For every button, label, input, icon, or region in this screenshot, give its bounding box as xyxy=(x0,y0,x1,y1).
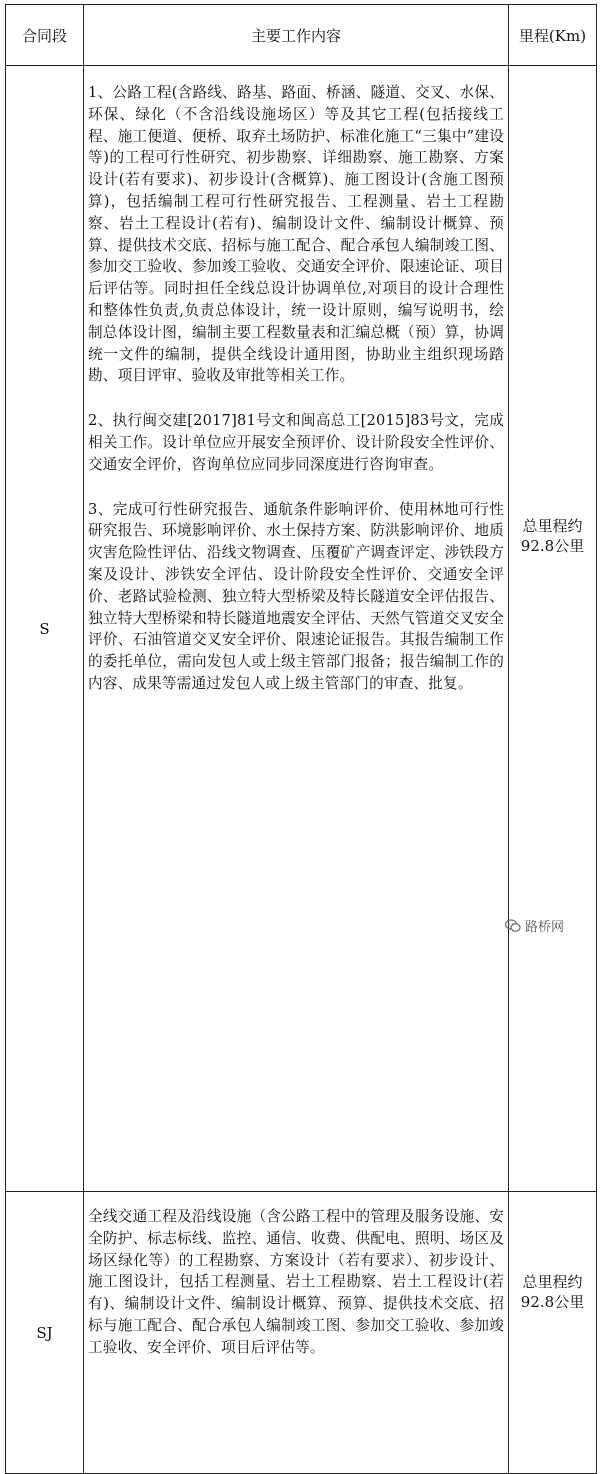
header-segment: 合同段 xyxy=(6,5,84,66)
mileage-cell xyxy=(509,66,597,1192)
wechat-icon xyxy=(505,919,521,933)
segment-cell: SJ xyxy=(6,1192,84,1474)
mileage-value: 92.8公里 xyxy=(520,1293,585,1311)
work-scope-table xyxy=(5,4,597,1474)
watermark xyxy=(505,916,564,935)
mileage-label: 总里程约 xyxy=(522,1273,583,1291)
table-row xyxy=(6,66,597,1192)
header-mileage: 里程(Km) xyxy=(509,5,597,66)
mileage-value: 92.8公里 xyxy=(520,537,585,555)
content-paragraph: 3、完成可行性研究报告、通航条件影响评价、使用林地可行性研究报告、环境影响评价、水土保持方案、防洪影响评价、地质灾害危险性评估、沿线文物调查、压覆矿产调查评定、涉铁段方案及设计、涉铁安全评估、设计阶段安全性评价、交通安全评价、老路试验检测、独立特大型桥梁及特长隧道安全评估报告、独立特大型桥梁和特长隧道地震安全评估、天然气管道交叉安全评价、石油管道交叉安全评价、限速论证报告。其报告编制工作的委托单位，需向发包人或上级主管部门报备；报告编制工作的内容、成果等需通过发包人或上级主管部门的审查、批复。 xyxy=(88,500,504,692)
header-row xyxy=(6,5,597,66)
content-cell xyxy=(84,1192,509,1474)
mileage-cell xyxy=(509,1192,597,1474)
header-content: 主要工作内容 xyxy=(84,5,509,66)
content-paragraph: 全线交通工程及沿线设施（含公路工程中的管理及服务设施、安全防护、标志标线、监控、通信、收费、供配电、照明、场区及场区绿化等）的工程勘察、方案设计（若有要求）、初步设计、施工图设计，包括工程测量、岩土工程勘察、岩土工程设计(若有)、编制设计文件、编制设计概算、预算、提供技术交底、招标与施工配合、配合承包人编制竣工图、参加交工验收、参加竣工验收、安全评价、项目后评估等。 xyxy=(88,1208,504,1356)
segment-cell: S xyxy=(6,66,84,1192)
content-cell xyxy=(84,66,509,1192)
content-paragraph: 1、公路工程(含路线、路基、路面、桥涵、隧道、交叉、水保、环保、绿化（不含沿线设施场区）等及其它工程(包括接线工程、施工便道、便桥、取弃土场防护、标准化施工“三集中”建设等)的工程可行性研究、初步勘察、详细勘察、施工勘察、方案设计(若有要求)、初步设计(含概算)、施工图设计(含施工图预算)，包括编制工程可行性研究报告、工程测量、岩土工程勘察、岩土工程设计(若有)、编制设计文件、编制设计概算、预算、提供技术交底、招标与施工配合、配合承包人编制竣工图、参加交工验收、参加竣工验收、交通安全评价、限速论证、项目后评估等。同时担任全线总设计协调单位,对项目的设计合理性和整体性负责,负责总体设计，统一设计原则，编写说明书，绘制总体设计图，编制主要工程数量表和汇编总概（预）算，协调统一文件的编制，提供全线设计通用图，协助业主组织现场踏勘、项目评审、验收及审批等相关工作。 xyxy=(88,84,504,385)
table-row xyxy=(6,1192,597,1474)
mileage-label: 总里程约 xyxy=(522,517,583,535)
watermark-text: 路桥网 xyxy=(525,920,565,935)
content-paragraph: 2、执行闽交建[2017]81号文和闽高总工[2015]83号文，完成相关工作。设计单位应开展安全预评价、设计阶段安全性评价、交通安全评价，咨询单位应同步同深度进行咨询审查。 xyxy=(88,412,504,473)
